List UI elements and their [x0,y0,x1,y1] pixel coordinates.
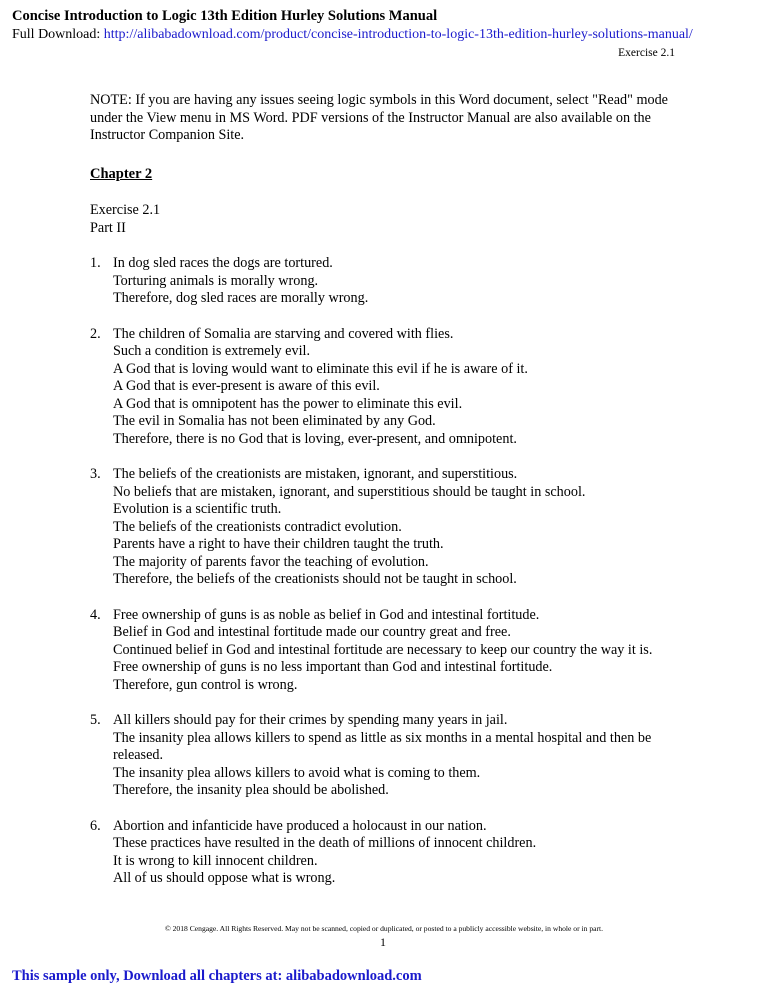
argument-line: The beliefs of the creationists are mistaken, ignorant, and superstitious. [113,466,518,482]
part-label: Part II [90,219,126,236]
argument-line: The children of Somalia are starving and covered with flies. [113,325,454,342]
list-item [90,818,690,888]
argument-line: The beliefs of the creationists contradict evolution. [113,518,402,535]
argument-line: Evolution is a scientific truth. [113,501,282,517]
item-number: 4. [90,606,101,623]
list-item [90,712,690,800]
argument-line: Parents have a right to have their children taught the truth. [113,536,444,552]
page-number: 1 [380,935,386,949]
argument-line: Therefore, there is no God that is loving, ever-present, and omnipotent. [113,430,517,447]
argument-line: The majority of parents favor the teaching of evolution. [113,553,429,570]
list-item [90,607,690,695]
argument-line: A God that is omnipotent has the power to eliminate this evil. [113,395,463,412]
running-head: Exercise 2.1 [618,47,675,59]
argument-line: Such a condition is extremely evil. [113,343,311,359]
argument-line: It is wrong to kill innocent children. [113,852,318,869]
page-body [90,92,690,906]
list-item [90,466,690,589]
argument-line: Continued belief in God and intestinal fortitude are necessary to keep our country the way it is. [113,641,653,658]
argument-line: All killers should pay for their crimes by spending many years in jail. [113,712,508,728]
argument-line: The insanity plea allows killers to avoid what is coming to them. [113,764,481,781]
argument-line: Free ownership of guns is as noble as belief in God and intestinal fortitude. [113,606,540,623]
item-number: 5. [90,712,101,728]
full-download-line [12,27,693,43]
argument-line: Abortion and infanticide have produced a holocaust in our nation. [113,817,487,834]
item-number: 2. [90,325,101,342]
download-banner[interactable]: This sample only, Download all chapters at: alibabadownload.com [12,968,422,984]
argument-line: A God that is loving would want to eliminate this evil if he is aware of it. [113,360,528,377]
argument-line: A God that is ever-present is aware of this evil. [113,378,380,394]
argument-line: All of us should oppose what is wrong. [113,870,336,886]
argument-line: Therefore, the insanity plea should be abolished. [113,782,389,798]
argument-line: Belief in God and intestinal fortitude made our country great and free. [113,624,511,640]
item-number: 6. [90,817,101,834]
argument-line: No beliefs that are mistaken, ignorant, and superstitious should be taught in school. [113,483,586,500]
argument-line: These practices have resulted in the death of millions of innocent children. [113,835,537,851]
argument-line: Free ownership of guns is no less important than God and intestinal fortitude. [113,659,553,675]
copyright-notice: © 2018 Cengage. All Rights Reserved. May not be scanned, copied or duplicated, or posted to a publicly accessible website, in whole or in part. [164,924,604,933]
argument-line: Therefore, the beliefs of the creationists should not be taught in school. [113,571,517,587]
argument-line: Torturing animals is morally wrong. [113,272,319,289]
argument-line: Therefore, gun control is wrong. [113,676,298,693]
item-number: 1. [90,255,101,271]
download-link[interactable]: http://alibabadownload.com/product/concise-introduction-to-logic-13th-edition-hurley-solutions-manual/ [103,27,693,42]
document-title: Concise Introduction to Logic 13th Edition Hurley Solutions Manual [12,8,438,24]
argument-list [90,255,690,888]
argument-line: The insanity plea allows killers to spend as little as six months in a mental hospital and then be released. [113,729,652,763]
item-number: 3. [90,466,101,482]
chapter-heading: Chapter 2 [90,165,153,182]
argument-line: In dog sled races the dogs are tortured. [113,255,333,271]
list-item [90,326,690,449]
note-paragraph: NOTE: If you are having any issues seeing logic symbols in this Word document, select "Read" mode under the View menu in MS Word. PDF versions of the Instructor Manual are also available on the Instructor Companion Site. [90,92,668,143]
argument-line: The evil in Somalia has not been eliminated by any God. [113,413,436,429]
exercise-label: Exercise 2.1 [90,202,161,218]
argument-line: Therefore, dog sled races are morally wrong. [113,290,369,306]
list-item [90,255,690,308]
full-download-label: Full Download: [12,27,104,42]
